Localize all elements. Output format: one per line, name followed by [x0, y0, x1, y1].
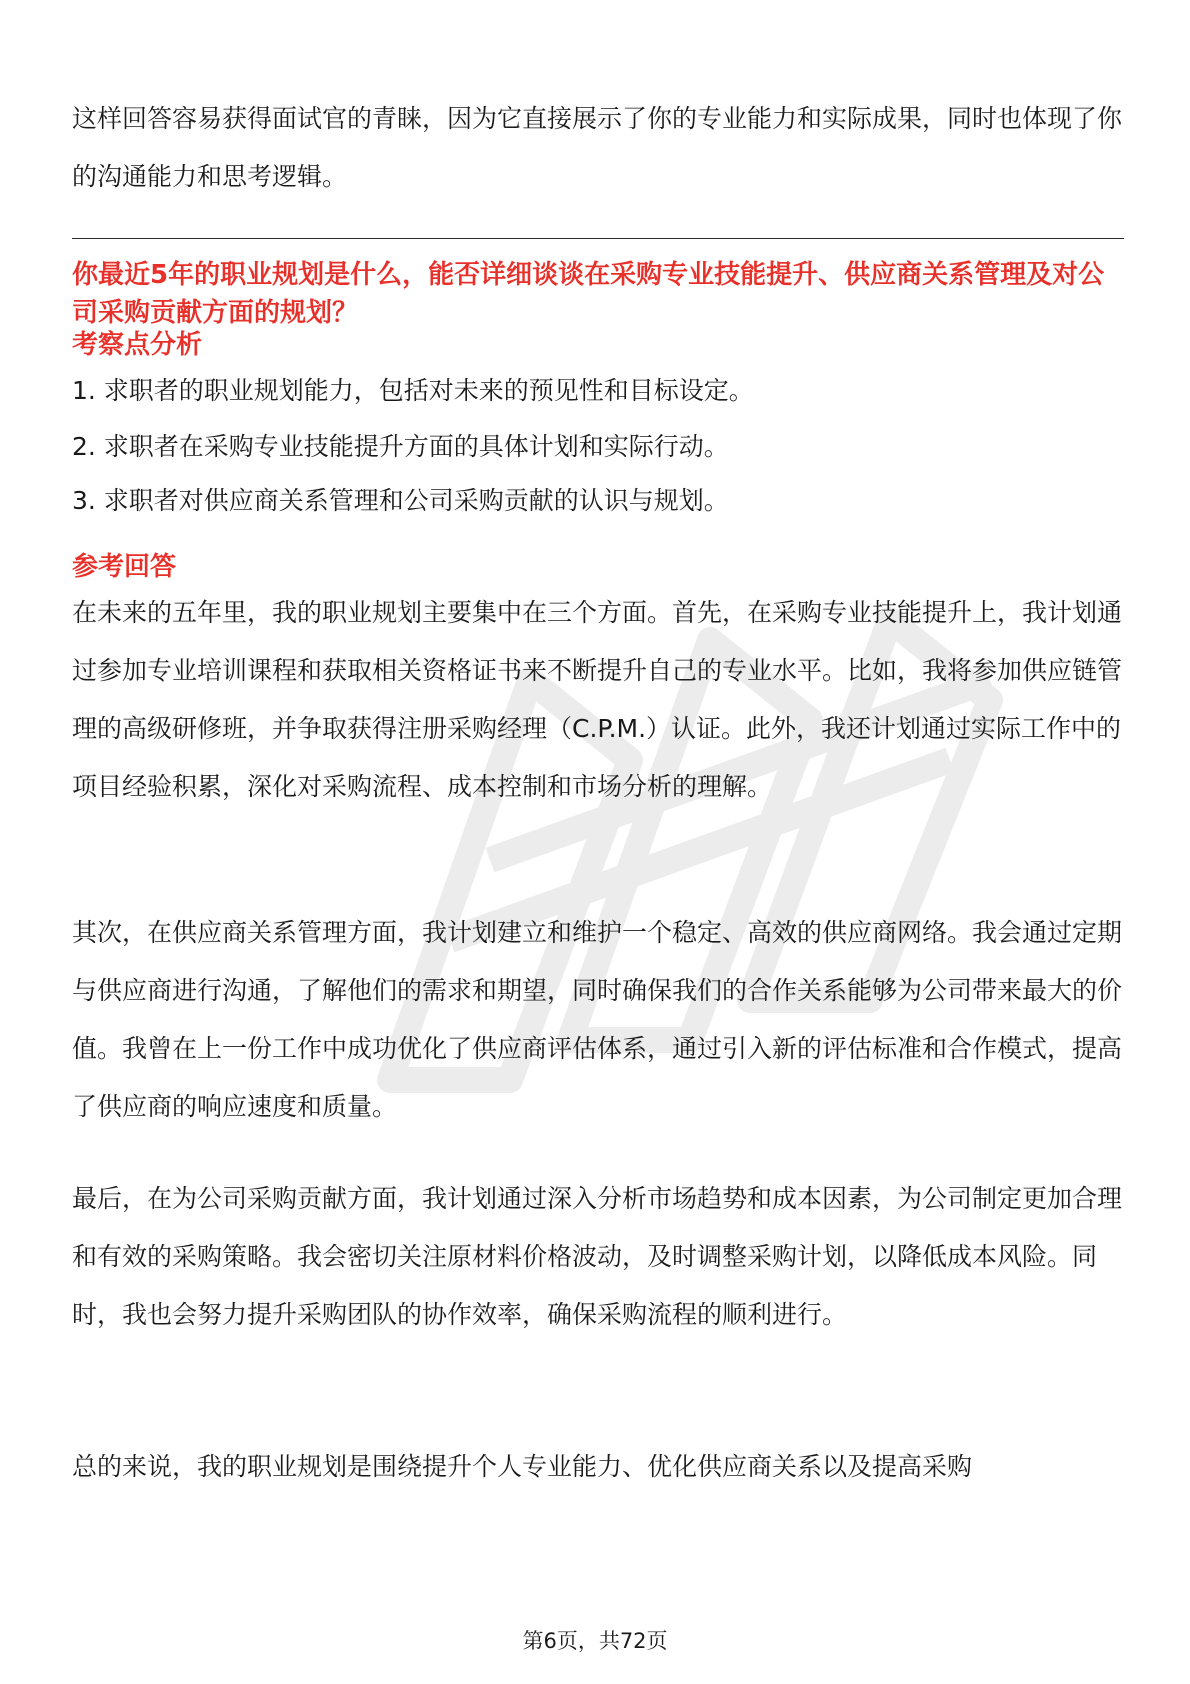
answer-title: 参考回答 [72, 552, 177, 582]
answer-paragraph: 最后，在为公司采购贡献方面，我计划通过深入分析市场趋势和成本因素，为公司制定更加合理和有效的采购策略。我会密切关注原材料价格波动，及时调整采购计划，以降低成本风险。同时，我也会努力提升采购团队的协作效率，确保采购流程的顺利进行。 [72, 1184, 1123, 1329]
page-number: 第6页，共72页 [522, 1629, 668, 1653]
answer-paragraph: 在未来的五年里，我的职业规划主要集中在三个方面。首先，在采购专业技能提升上，我计划通过参加专业培训课程和获取相关资格证书来不断提升自己的专业水平。比如，我将参加供应链管理的高级研修班，并争取获得注册采购经理（C.P.M.）认证。此外，我还计划通过实际工作中的项目经验积累，深化对采购流程、成本控制和市场分析的理解。 [72, 598, 1123, 801]
analysis-title: 考察点分析 [72, 330, 203, 360]
answer-paragraph: 其次，在供应商关系管理方面，我计划建立和维护一个稳定、高效的供应商网络。我会通过定期与供应商进行沟通，了解他们的需求和期望，同时确保我们的合作关系能够为公司带来最大的价值。我曾在上一份工作中成功优化了供应商评估体系，通过引入新的评估标准和合作模式，提高了供应商的响应速度和质量。 [72, 918, 1123, 1121]
analysis-item: 3. 求职者对供应商关系管理和公司采购贡献的认识与规划。 [72, 486, 729, 515]
section-divider [72, 238, 1124, 239]
answer-paragraph: 总的来说，我的职业规划是围绕提升个人专业能力、优化供应商关系以及提高采购 [72, 1452, 973, 1481]
question-heading: 你最近5年的职业规划是什么，能否详细谈谈在采购专业技能提升、供应商关系管理及对公司采购贡献方面的规划？ [72, 260, 1105, 328]
analysis-item: 1. 求职者的职业规划能力，包括对未来的预见性和目标设定。 [72, 376, 754, 405]
intro-paragraph: 这样回答容易获得面试官的青睐，因为它直接展示了你的专业能力和实际成果，同时也体现了你的沟通能力和思考逻辑。 [72, 104, 1123, 191]
analysis-item: 2. 求职者在采购专业技能提升方面的具体计划和实际行动。 [72, 432, 729, 461]
